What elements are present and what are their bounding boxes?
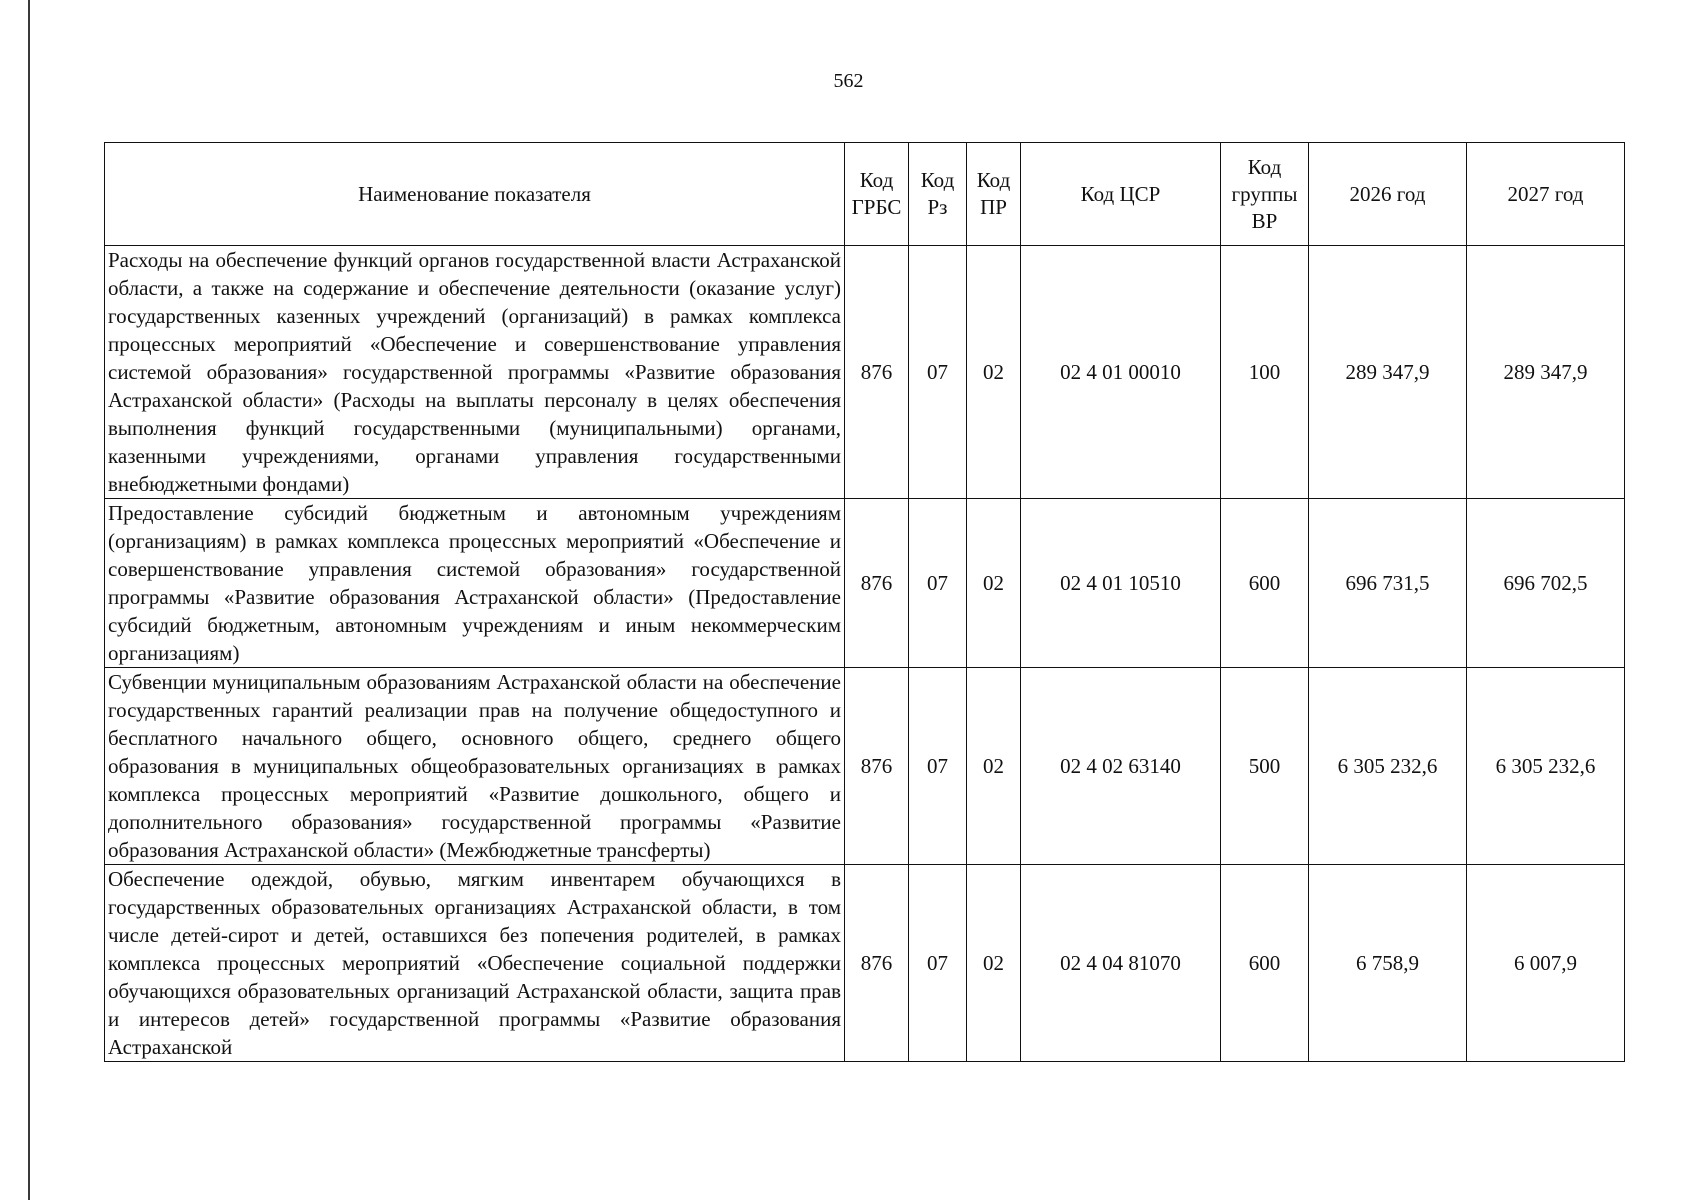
header-pr-line: Код bbox=[976, 168, 1011, 192]
row-csr: 02 4 01 00010 bbox=[1021, 246, 1221, 499]
header-vr-line: ВР bbox=[1251, 208, 1278, 233]
row-2027: 6 007,9 bbox=[1467, 865, 1625, 1062]
header-name: Наименование показателя bbox=[105, 143, 845, 246]
row-name: Предоставление субсидий бюджетным и автономным учреждениям (организациям) в рамках комплекса процессных мероприятий «Обеспечение и совершенствование управления системой образования» государственной программы «Развитие образования Астраханской области» (Предоставление субсидий бюджетным, автономным учреждениям и иным некоммерческим организациям) bbox=[105, 499, 845, 668]
header-2027: 2027 год bbox=[1467, 143, 1625, 246]
row-grbs: 876 bbox=[845, 865, 909, 1062]
row-pr: 02 bbox=[967, 499, 1021, 668]
row-2026: 6 758,9 bbox=[1309, 865, 1467, 1062]
table-row bbox=[105, 668, 1625, 865]
row-name: Субвенции муниципальным образованиям Астраханской области на обеспечение государственных гарантий реализации прав на получение общедоступного и бесплатного начального общего, основного общего, среднего общего образования в муниципальных общеобразовательных организациях в рамках комплекса процессных мероприятий «Развитие дошкольного, общего и дополнительного образования» государственной программы «Развитие образования Астраханской области» (Межбюджетные трансферты) bbox=[105, 668, 845, 865]
row-pr: 02 bbox=[967, 865, 1021, 1062]
row-2026: 696 731,5 bbox=[1309, 499, 1467, 668]
row-rz: 07 bbox=[909, 499, 967, 668]
row-vr: 100 bbox=[1221, 246, 1309, 499]
page-number: 562 bbox=[833, 70, 864, 92]
header-vr-line: Код bbox=[1247, 154, 1282, 179]
row-vr: 600 bbox=[1221, 499, 1309, 668]
row-2027: 289 347,9 bbox=[1467, 246, 1625, 499]
budget-table bbox=[104, 142, 1625, 1062]
header-grbs bbox=[845, 143, 909, 246]
header-2026: 2026 год bbox=[1309, 143, 1467, 246]
row-2026: 289 347,9 bbox=[1309, 246, 1467, 499]
row-vr: 600 bbox=[1221, 865, 1309, 1062]
table-row bbox=[105, 246, 1625, 499]
row-2027: 6 305 232,6 bbox=[1467, 668, 1625, 865]
header-grbs-line: Код bbox=[859, 168, 894, 192]
header-rz-line: Код bbox=[920, 168, 955, 192]
table-row bbox=[105, 865, 1625, 1062]
row-grbs: 876 bbox=[845, 668, 909, 865]
row-pr: 02 bbox=[967, 668, 1021, 865]
header-vr-line: группы bbox=[1231, 181, 1298, 206]
header-vr bbox=[1221, 143, 1309, 246]
row-name: Обеспечение одеждой, обувью, мягким инвентарем обучающихся в государственных образовательных организациях Астраханской области, в том числе детей-сирот и детей, оставшихся без попечения родителей, в рамках комплекса процессных мероприятий «Обеспечение социальной поддержки обучающихся образовательных организаций Астраханской области, защита прав и интересов детей» государственной программы «Развитие образования Астраханской bbox=[105, 865, 845, 1062]
row-rz: 07 bbox=[909, 865, 967, 1062]
row-rz: 07 bbox=[909, 668, 967, 865]
table-row bbox=[105, 499, 1625, 668]
header-rz-line: Рз bbox=[927, 195, 948, 219]
row-pr: 02 bbox=[967, 246, 1021, 499]
row-2026: 6 305 232,6 bbox=[1309, 668, 1467, 865]
header-pr-line: ПР bbox=[980, 195, 1007, 219]
row-grbs: 876 bbox=[845, 246, 909, 499]
row-2027: 696 702,5 bbox=[1467, 499, 1625, 668]
row-csr: 02 4 04 81070 bbox=[1021, 865, 1221, 1062]
header-grbs-line: ГРБС bbox=[851, 195, 902, 219]
header-rz bbox=[909, 143, 967, 246]
header-row bbox=[105, 143, 1625, 246]
header-pr bbox=[967, 143, 1021, 246]
page-margin-line bbox=[28, 0, 30, 1200]
row-csr: 02 4 01 10510 bbox=[1021, 499, 1221, 668]
row-vr: 500 bbox=[1221, 668, 1309, 865]
row-name: Расходы на обеспечение функций органов государственной власти Астраханской области, а также на содержание и обеспечение деятельности (оказание услуг) государственных казенных учреждений (организаций) в рамках комплекса процессных мероприятий «Обеспечение и совершенствование управления системой образования» государственной программы «Развитие образования Астраханской области» (Расходы на выплаты персоналу в целях обеспечения выполнения функций государственными (муниципальными) органами, казенными учреждениями, органами управления государственными внебюджетными фондами) bbox=[105, 246, 845, 499]
row-rz: 07 bbox=[909, 246, 967, 499]
row-grbs: 876 bbox=[845, 499, 909, 668]
row-csr: 02 4 02 63140 bbox=[1021, 668, 1221, 865]
header-csr: Код ЦСР bbox=[1021, 143, 1221, 246]
